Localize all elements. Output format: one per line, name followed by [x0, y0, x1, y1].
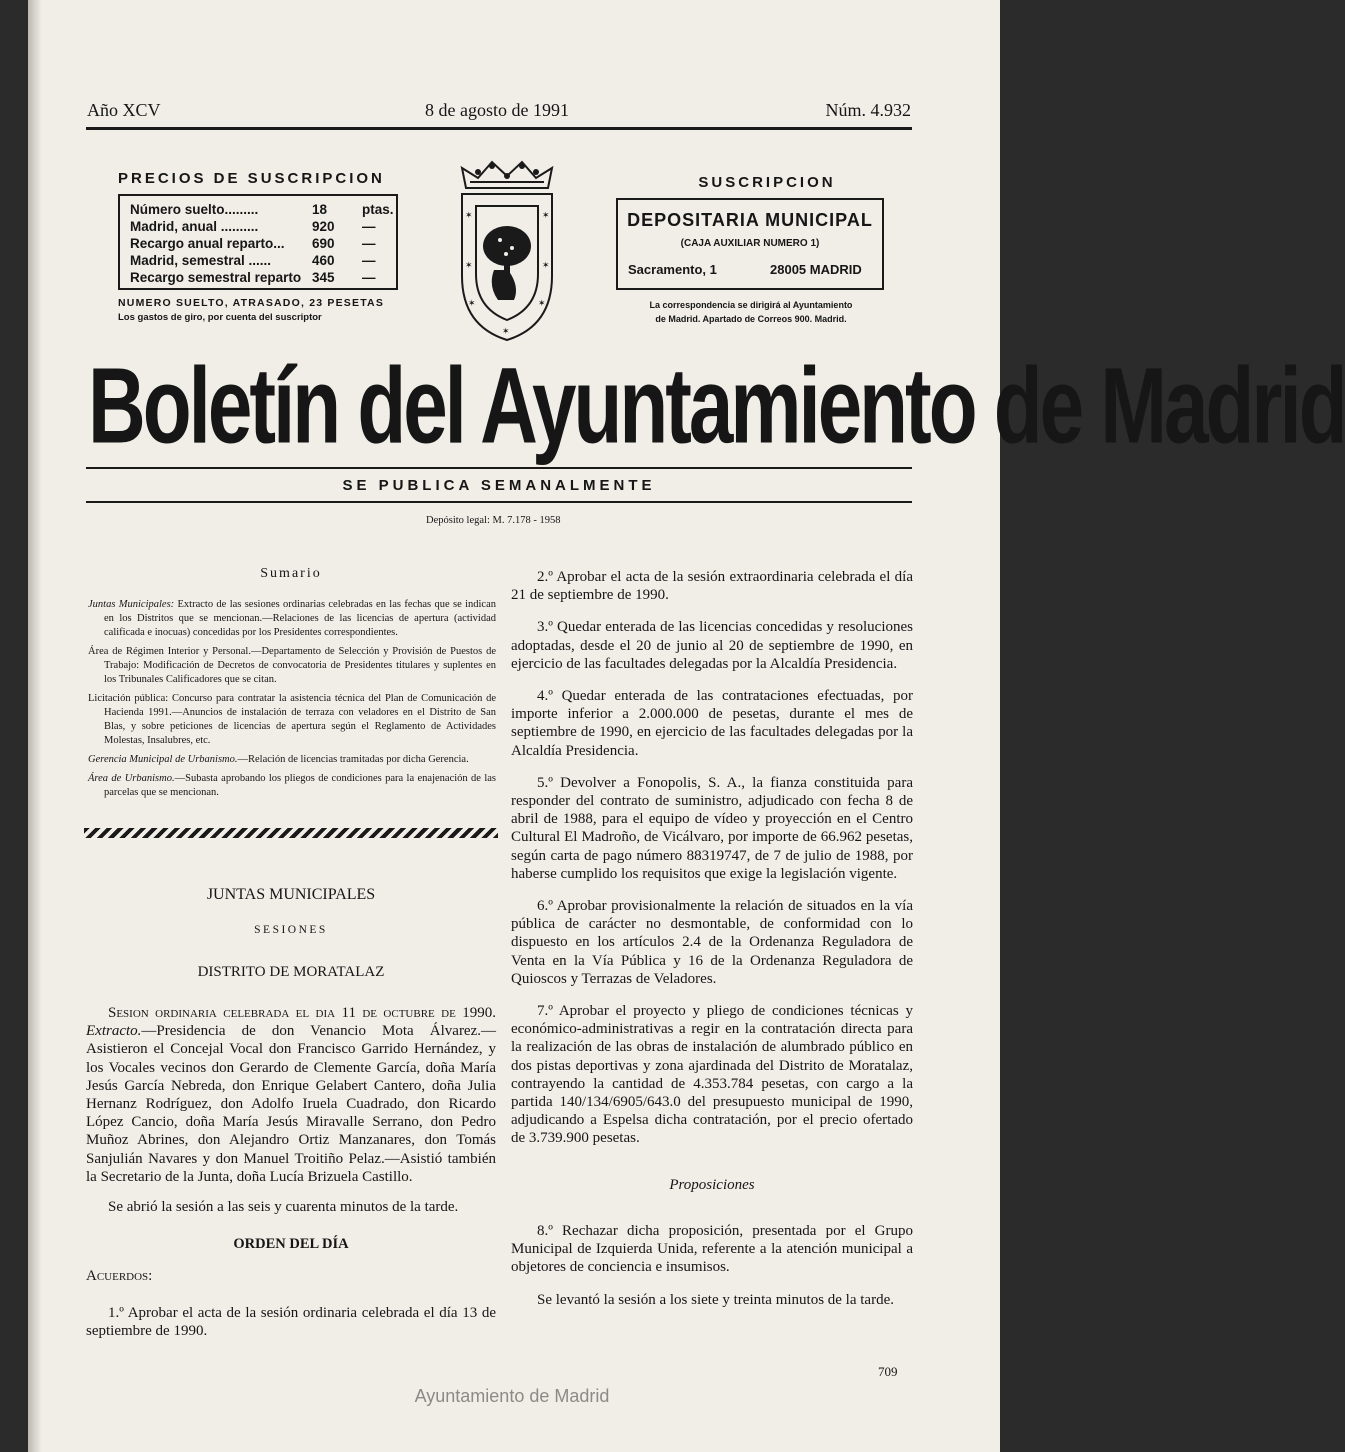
correspondence-line-1: La correspondencia se dirigirá al Ayuntamiento [649, 300, 853, 310]
sumario-list [88, 598, 496, 805]
sumario-item: Gerencia Municipal de Urbanismo.—Relación de licencias tramitadas por dicha Gerencia. [88, 754, 469, 765]
opening-line: Se abrió la sesión a las seis y cuarenta minutos de la tarde. [108, 1199, 459, 1215]
orden-del-dia: ORDEN DEL DÍA [233, 1236, 349, 1252]
tagline: SE PUBLICA SEMANALMENTE [342, 477, 656, 494]
prices-note-2: Los gastos de giro, por cuenta del suscriptor [118, 312, 322, 323]
session-paragraph: Sesion ordinaria celebrada el dia 11 de octubre de 1990. Extracto.—Presidencia de don Venancio Mota Álvarez.—Asistieron el Concejal Vocal don Francisco Garrido Hernández, y los Vocales vecinos don Gerardo de Clemente García, doña María Jesús García Nebreda, don Enrique Gelabert Cantero, doña Julia Hernanz Rodríguez, don Adolfo Iruela Cuadrado, don Ricardo López Cancio, doña María Jesús Miravalle Serrano, don Pedro Muñoz Abrines, don Alejandro Ortiz Manzanares, don Tomás Sanjulián Navares y don Manuel Troitiño Pelaz.—Asistió también la Secretario de la Junta, doña Lucía Brizuela Castillo. [86, 1005, 496, 1185]
price-row: Número suelto......... 18 ptas. [130, 202, 394, 217]
acuerdos-label: Acuerdos: [86, 1268, 153, 1284]
district-title: DISTRITO DE MORATALAZ [197, 964, 385, 980]
proposiciones-heading: Proposiciones [669, 1176, 755, 1193]
caja-label: (CAJA AUXILIAR NUMERO 1) [680, 238, 820, 249]
sumario-item: Licitación pública: Concurso para contratar la asistencia técnica del Plan de Comunicación de Hacienda 1991.—Anuncios de instalación de terraza con veladores en el Distrito de San Blas, y sobre peticiones de licencias de apertura según el Reglamento de Actividades Molestas, Insalubres, etc. [88, 693, 497, 746]
acuerdo-1: 1.º Aprobar el acta de la sesión ordinaria celebrada el día 13 de septiembre de 1990. [86, 1305, 496, 1340]
svg-text:✶: ✶ [538, 299, 546, 309]
madrid-coat-of-arms-icon [448, 158, 566, 346]
sumario-item: Juntas Municipales: Extracto de las sesiones ordinarias celebradas en las fechas que se indican en los Distritos que se mencionan.—Relaciones de las licencias de apertura (actividad calificada e inocuas) concedidas por los Presidentes correspondientes. [88, 599, 496, 638]
subsection-title: SESIONES [254, 924, 328, 936]
sumario-item: Área de Urbanismo.—Subasta aprobando los pliegos de condiciones para la enajenación de las parcelas que se mencionan. [88, 773, 497, 798]
svg-text:✶: ✶ [465, 261, 473, 271]
price-row: Recargo semestral reparto 345 — [130, 270, 376, 285]
correspondence-line-2: de Madrid. Apartado de Correos 900. Madrid. [655, 314, 847, 324]
masthead-rule-top [86, 467, 912, 469]
deposito-legal: Depósito legal: M. 7.178 - 1958 [426, 515, 561, 526]
issue-number: Núm. 4.932 [825, 100, 911, 120]
svg-text:✶: ✶ [542, 261, 550, 271]
header-rule [86, 127, 912, 130]
sumario-title: Sumario [260, 566, 322, 581]
sumario-item: Área de Régimen Interior y Personal.—Departamento de Selección y Provisión de Puestos de Trabajo: Modificación de Decretos de convocatoria de Presidentes titulares y suplentes en los Tribunales Calificadores que se citan. [88, 646, 496, 685]
acuerdo-item: 4.º Quedar enterada de las contrataciones efectuadas, por importe inferior a 2.000.000 de pesetas, durante el mes de septiembre de 1990, en ejercicio de las facultades delegadas por la Alcaldía Presidencia. [511, 688, 913, 759]
acuerdo-item: 2.º Aprobar el acta de la sesión extraordinaria celebrada el día 21 de septiembre de 1990. [511, 569, 913, 604]
issue-header [87, 100, 911, 128]
page-binding-shadow [28, 0, 42, 1452]
price-row: Recargo anual reparto... 690 — [130, 236, 376, 251]
acuerdo-item: 3.º Quedar enterada de las licencias concedidas y resoluciones adoptadas, desde el 20 de junio al 20 de septiembre de 1990, en ejercicio de las facultades delegadas por la Alcaldía Presidencia. [511, 619, 913, 672]
masthead-title: Boletín del Ayuntamiento de Madrid [88, 345, 1345, 466]
right-column [511, 568, 913, 1309]
svg-text:✶: ✶ [468, 299, 476, 309]
issue-date: 8 de agosto de 1991 [425, 100, 569, 120]
svg-text:✶: ✶ [465, 211, 473, 221]
address: Sacramento, 1 [628, 262, 717, 277]
acuerdo-item: 8.º Rechazar dicha proposición, presentada por el Grupo Municipal de Izquierda Unida, referente a la atención municipal a objetores de conciencia e insumisos. [511, 1222, 913, 1276]
acuerdo-item: 7.º Aprobar el proyecto y pliego de condiciones técnicas y económico-administrativas a regir en la contratación directa para la realización de las obras de instalación de alumbrado público en dos pistas deportivas y zona ajardinada del Distrito de Moratalaz, contrayendo la cantidad de 4.353.784 pesetas, con cargo a la partida 140/134/6905/643.0 del presupuesto municipal de 1990, adjudicando a Espelsa dicha contratación, por el precio ofertado de 3.739.900 pesetas. [511, 1003, 913, 1147]
price-row: Madrid, semestral ...... 460 — [130, 253, 376, 268]
depositaria-box [616, 198, 884, 290]
svg-text:✶: ✶ [502, 327, 510, 337]
page-number: 709 [878, 1364, 898, 1379]
price-row: Madrid, anual .......... 920 — [130, 219, 376, 234]
prices-note-1: NUMERO SUELTO, ATRASADO, 23 PESETAS [118, 297, 385, 309]
prices-title: PRECIOS DE SUSCRIPCION [118, 170, 385, 187]
acuerdo-item: 6.º Aprobar provisionalmente la relación de situados en la vía pública de carácter no desmontable, de conformidad con lo dispuesto en los artículos 2.4 de la Ordenanza Reguladora de Venta en la Vía Pública y 16 de la Ordenanza Reguladora de Quioscos y Terrazas de Veladores. [511, 898, 913, 987]
depositaria-title: DEPOSITARIA MUNICIPAL [627, 210, 873, 230]
issue-year: Año XCV [87, 100, 161, 120]
acuerdo-item: 5.º Devolver a Fonopolis, S. A., la fianza constituida para responder del contrato de suministro, adjudicado con fecha 8 de abril de 1988, para el equipo de vídeo y proyección en el Centro Cultural El Madroño, de Vicálvaro, por importe de 66.962 pesetas, según carta de pago número 88319747, de 7 de julio de 1988, por haberse cumplido los requisitos que exige la legislación vigente. [511, 774, 913, 882]
section-title: JUNTAS MUNICIPALES [206, 886, 376, 903]
masthead-rule-bottom [86, 501, 912, 503]
svg-text:✶: ✶ [542, 211, 550, 221]
session-extract [86, 1004, 496, 1186]
watermark: Ayuntamiento de Madrid [414, 1386, 610, 1406]
subscription-title: SUSCRIPCION [698, 174, 836, 191]
postal-code: 28005 MADRID [770, 262, 862, 277]
closing-line: Se levantó la sesión a los siete y treinta minutos de la tarde. [537, 1291, 894, 1308]
prices-box [118, 194, 398, 290]
ornament-divider [84, 828, 498, 838]
